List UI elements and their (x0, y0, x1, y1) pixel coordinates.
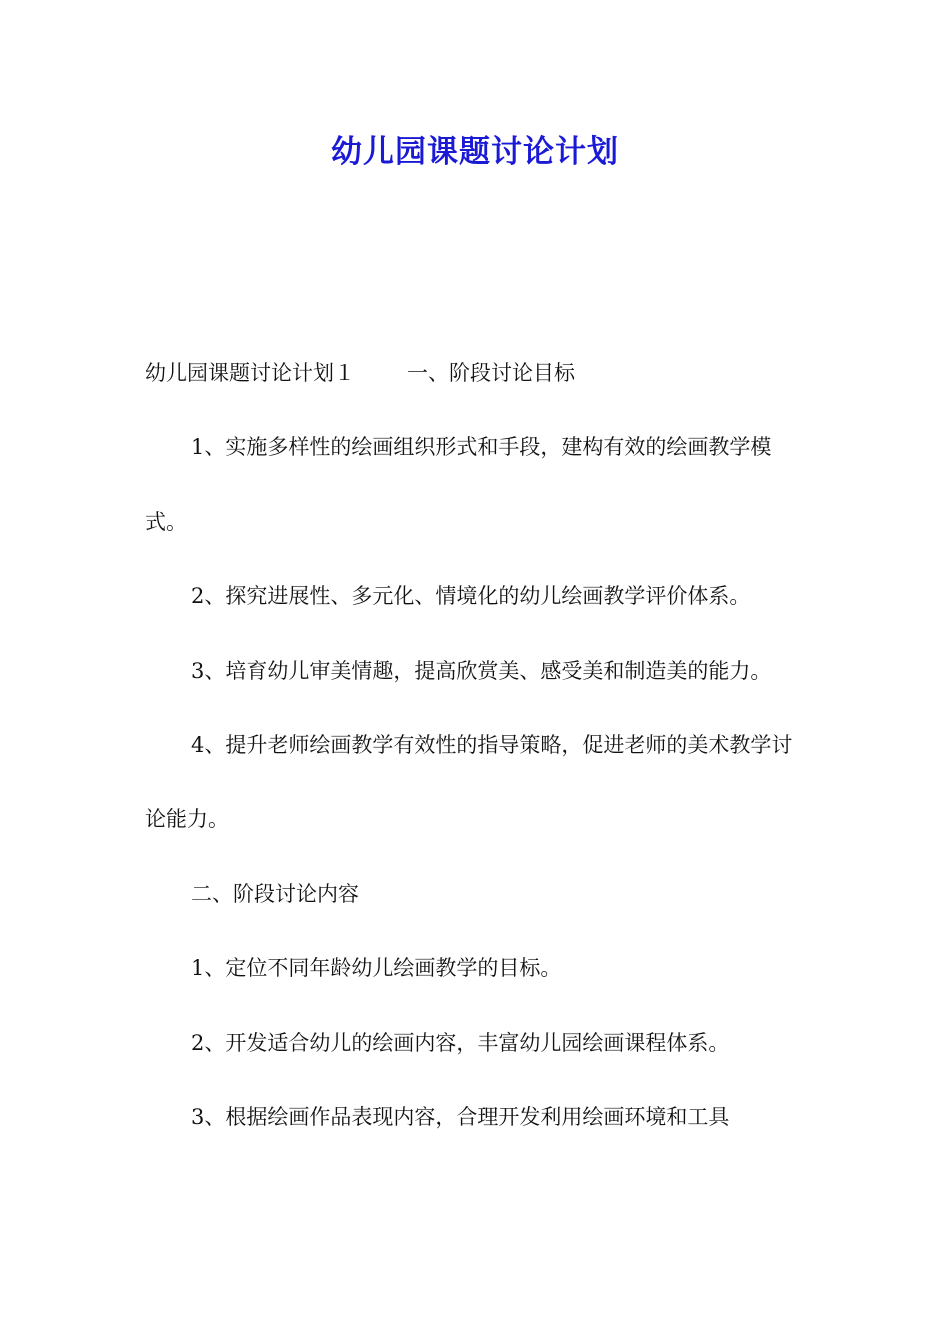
paragraph-goal-1: 1、实施多样性的绘画组织形式和手段，建构有效的绘画教学模式。 (145, 435, 772, 534)
document-title: 幼儿园课题讨论计划 (331, 134, 619, 170)
paragraph-content-1: 1、定位不同年龄幼儿绘画教学的目标。 (191, 956, 562, 981)
paragraph-goal-4: 4、提升老师绘画教学有效性的指导策略，促进老师的美术教学讨论能力。 (145, 733, 793, 832)
paragraph-content-3: 3、根据绘画作品表现内容，合理开发利用绘画环境和工具 (191, 1105, 730, 1130)
paragraph-goal-2: 2、探究进展性、多元化、情境化的幼儿绘画教学评价体系。 (191, 584, 751, 609)
section-heading-2: 二、阶段讨论内容 (191, 881, 359, 906)
paragraph-goal-3: 3、培育幼儿审美情趣，提高欣赏美、感受美和制造美的能力。 (191, 658, 772, 683)
paragraph-content-2: 2、开发适合幼儿的绘画内容，丰富幼儿园绘画课程体系。 (191, 1030, 730, 1055)
document-body (145, 336, 810, 1154)
subtitle-heading: 幼儿园课题讨论计划１ (145, 361, 355, 385)
section-heading-1: 一、阶段讨论目标 (407, 361, 575, 385)
first-line (145, 336, 810, 410)
